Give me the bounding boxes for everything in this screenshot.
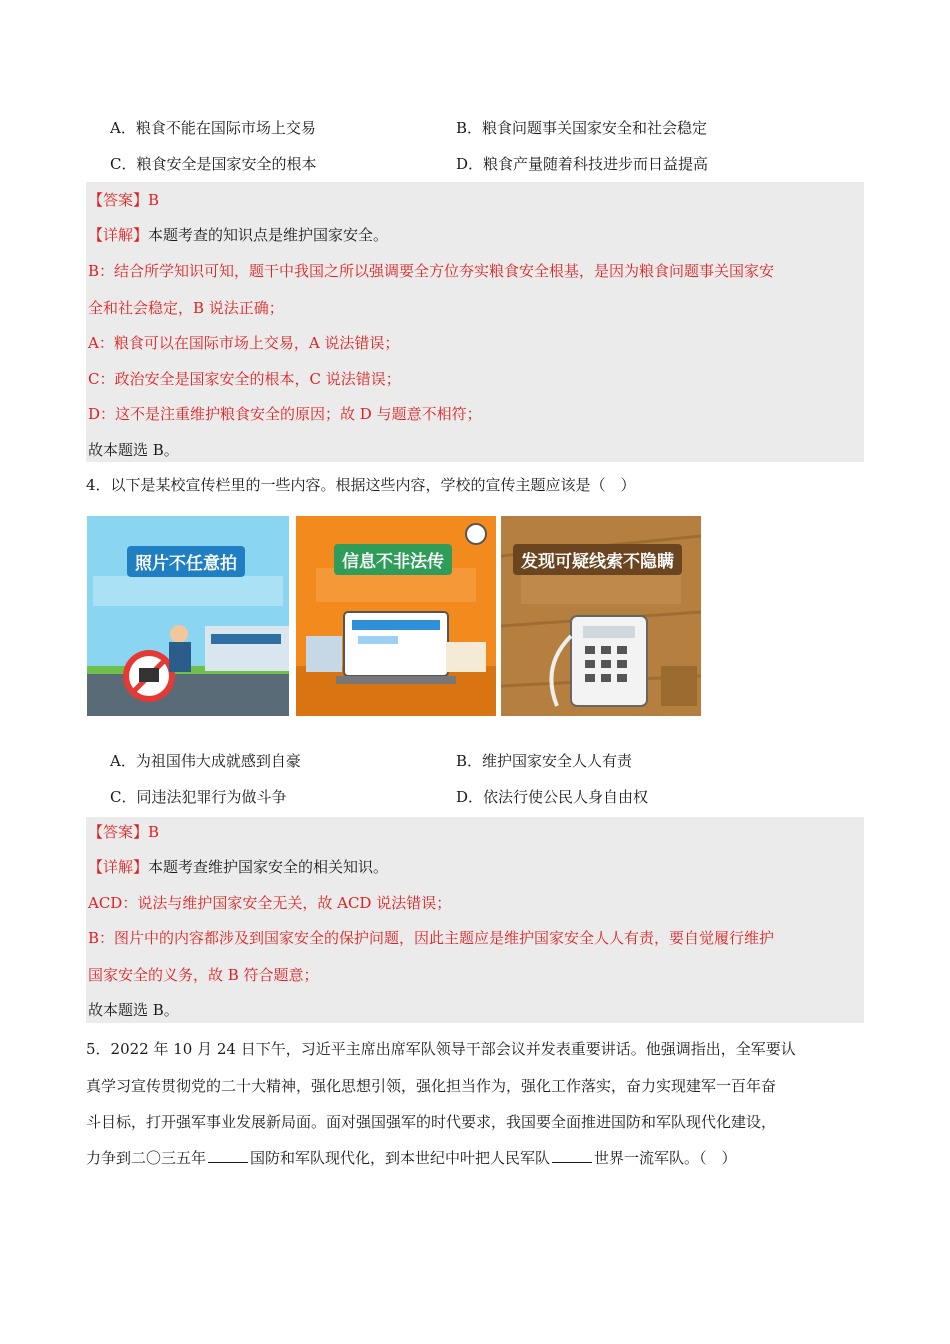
q3-d-line: D：这不是注重维护粮食安全的原因；故 D 与题意不相符；	[88, 405, 482, 423]
q3-b-line-2: 全和社会稳定，B 说法正确；	[88, 299, 284, 317]
poster-info-rule	[296, 516, 496, 716]
q3-detail-text: 本题考查的知识点是维护国家安全。	[148, 226, 389, 244]
poster-3-title: 发现可疑线索不隐瞒	[513, 544, 682, 575]
q4-b-line-2: 国家安全的义务，故 B 符合题意；	[88, 966, 319, 984]
q5-line-4	[86, 1148, 866, 1168]
q4-option-b: B．维护国家安全人人有责	[456, 752, 633, 770]
q3-option-a: A．粮食不能在国际市场上交易	[110, 119, 316, 137]
q3-c-line: C：政治安全是国家安全的根本，C 说法错误；	[88, 370, 401, 388]
q4-answer-box	[86, 817, 864, 1023]
q3-final-line: 故本题选 B。	[88, 441, 179, 459]
q4-option-c: C．同违法犯罪行为做斗争	[110, 788, 287, 806]
q4-final-line: 故本题选 B。	[88, 1001, 179, 1019]
q4-detail-label: 【详解】	[88, 858, 149, 876]
q3-option-b: B．粮食问题事关国家安全和社会稳定	[456, 119, 708, 137]
q4-option-a: A．为祖国伟大成就感到自豪	[110, 752, 301, 770]
q4-answer-line: 【答案】B	[88, 823, 160, 841]
poster-report-rule	[501, 516, 701, 716]
q3-b-line-1: B：结合所学知识可知，题干中我国之所以强调要全方位夯实粮食安全根基，是因为粮食问题事关国家安	[88, 262, 775, 280]
q5-line-3: 斗目标，打开强军事业发展新局面。面对强国强军的时代要求，我国要全面推进国防和军队现代化建设，	[86, 1113, 777, 1131]
q3-detail-label: 【详解】	[88, 226, 149, 244]
q5-line-4-part-c: 世界一流军队。（ ）	[594, 1149, 737, 1167]
q3-a-line: A：粮食可以在国际市场上交易，A 说法错误；	[88, 334, 400, 352]
q3-detail-line	[88, 225, 388, 245]
q4-b-line-1: B：图片中的内容都涉及到国家安全的保护问题，因此主题应是维护国家安全人人有责，要自觉履行维护	[88, 929, 775, 947]
poster-1-title: 照片不任意拍	[127, 546, 245, 577]
q3-answer-line: 【答案】B	[88, 191, 160, 209]
poster-2-title: 信息不非法传	[334, 544, 452, 575]
q3-option-d: D．粮食产量随着科技进步而日益提高	[456, 155, 709, 173]
q5-line-4-part-b: 国防和军队现代化，到本世纪中叶把人民军队	[250, 1149, 551, 1167]
q5-blank-2	[552, 1148, 592, 1163]
q5-blank-1	[208, 1148, 248, 1163]
q4-option-d: D．依法行使公民人身自由权	[456, 788, 649, 806]
q4-stem: 4．以下是某校宣传栏里的一些内容。根据这些内容，学校的宣传主题应该是（ ）	[86, 476, 636, 494]
q4-detail-text: 本题考查维护国家安全的相关知识。	[148, 858, 389, 876]
q4-detail-line	[88, 857, 388, 877]
poster-photo-rule	[87, 516, 289, 716]
q4-acd-line: ACD：说法与维护国家安全无关，故 ACD 说法错误；	[88, 894, 452, 912]
q5-line-2: 真学习宣传贯彻党的二十大精神，强化思想引领，强化担当作为，强化工作落实，奋力实现建军一百年奋	[86, 1077, 777, 1095]
q5-line-1: 5．2022 年 10 月 24 日下午，习近平主席出席军队领导干部会议并发表重要讲话。他强调指出，全军要认	[86, 1040, 796, 1058]
q5-line-4-part-a: 力争到二〇三五年	[86, 1149, 207, 1167]
q4-poster-images	[87, 510, 701, 716]
q3-option-c: C．粮食安全是国家安全的根本	[110, 155, 317, 173]
q3-answer-box	[86, 182, 864, 462]
